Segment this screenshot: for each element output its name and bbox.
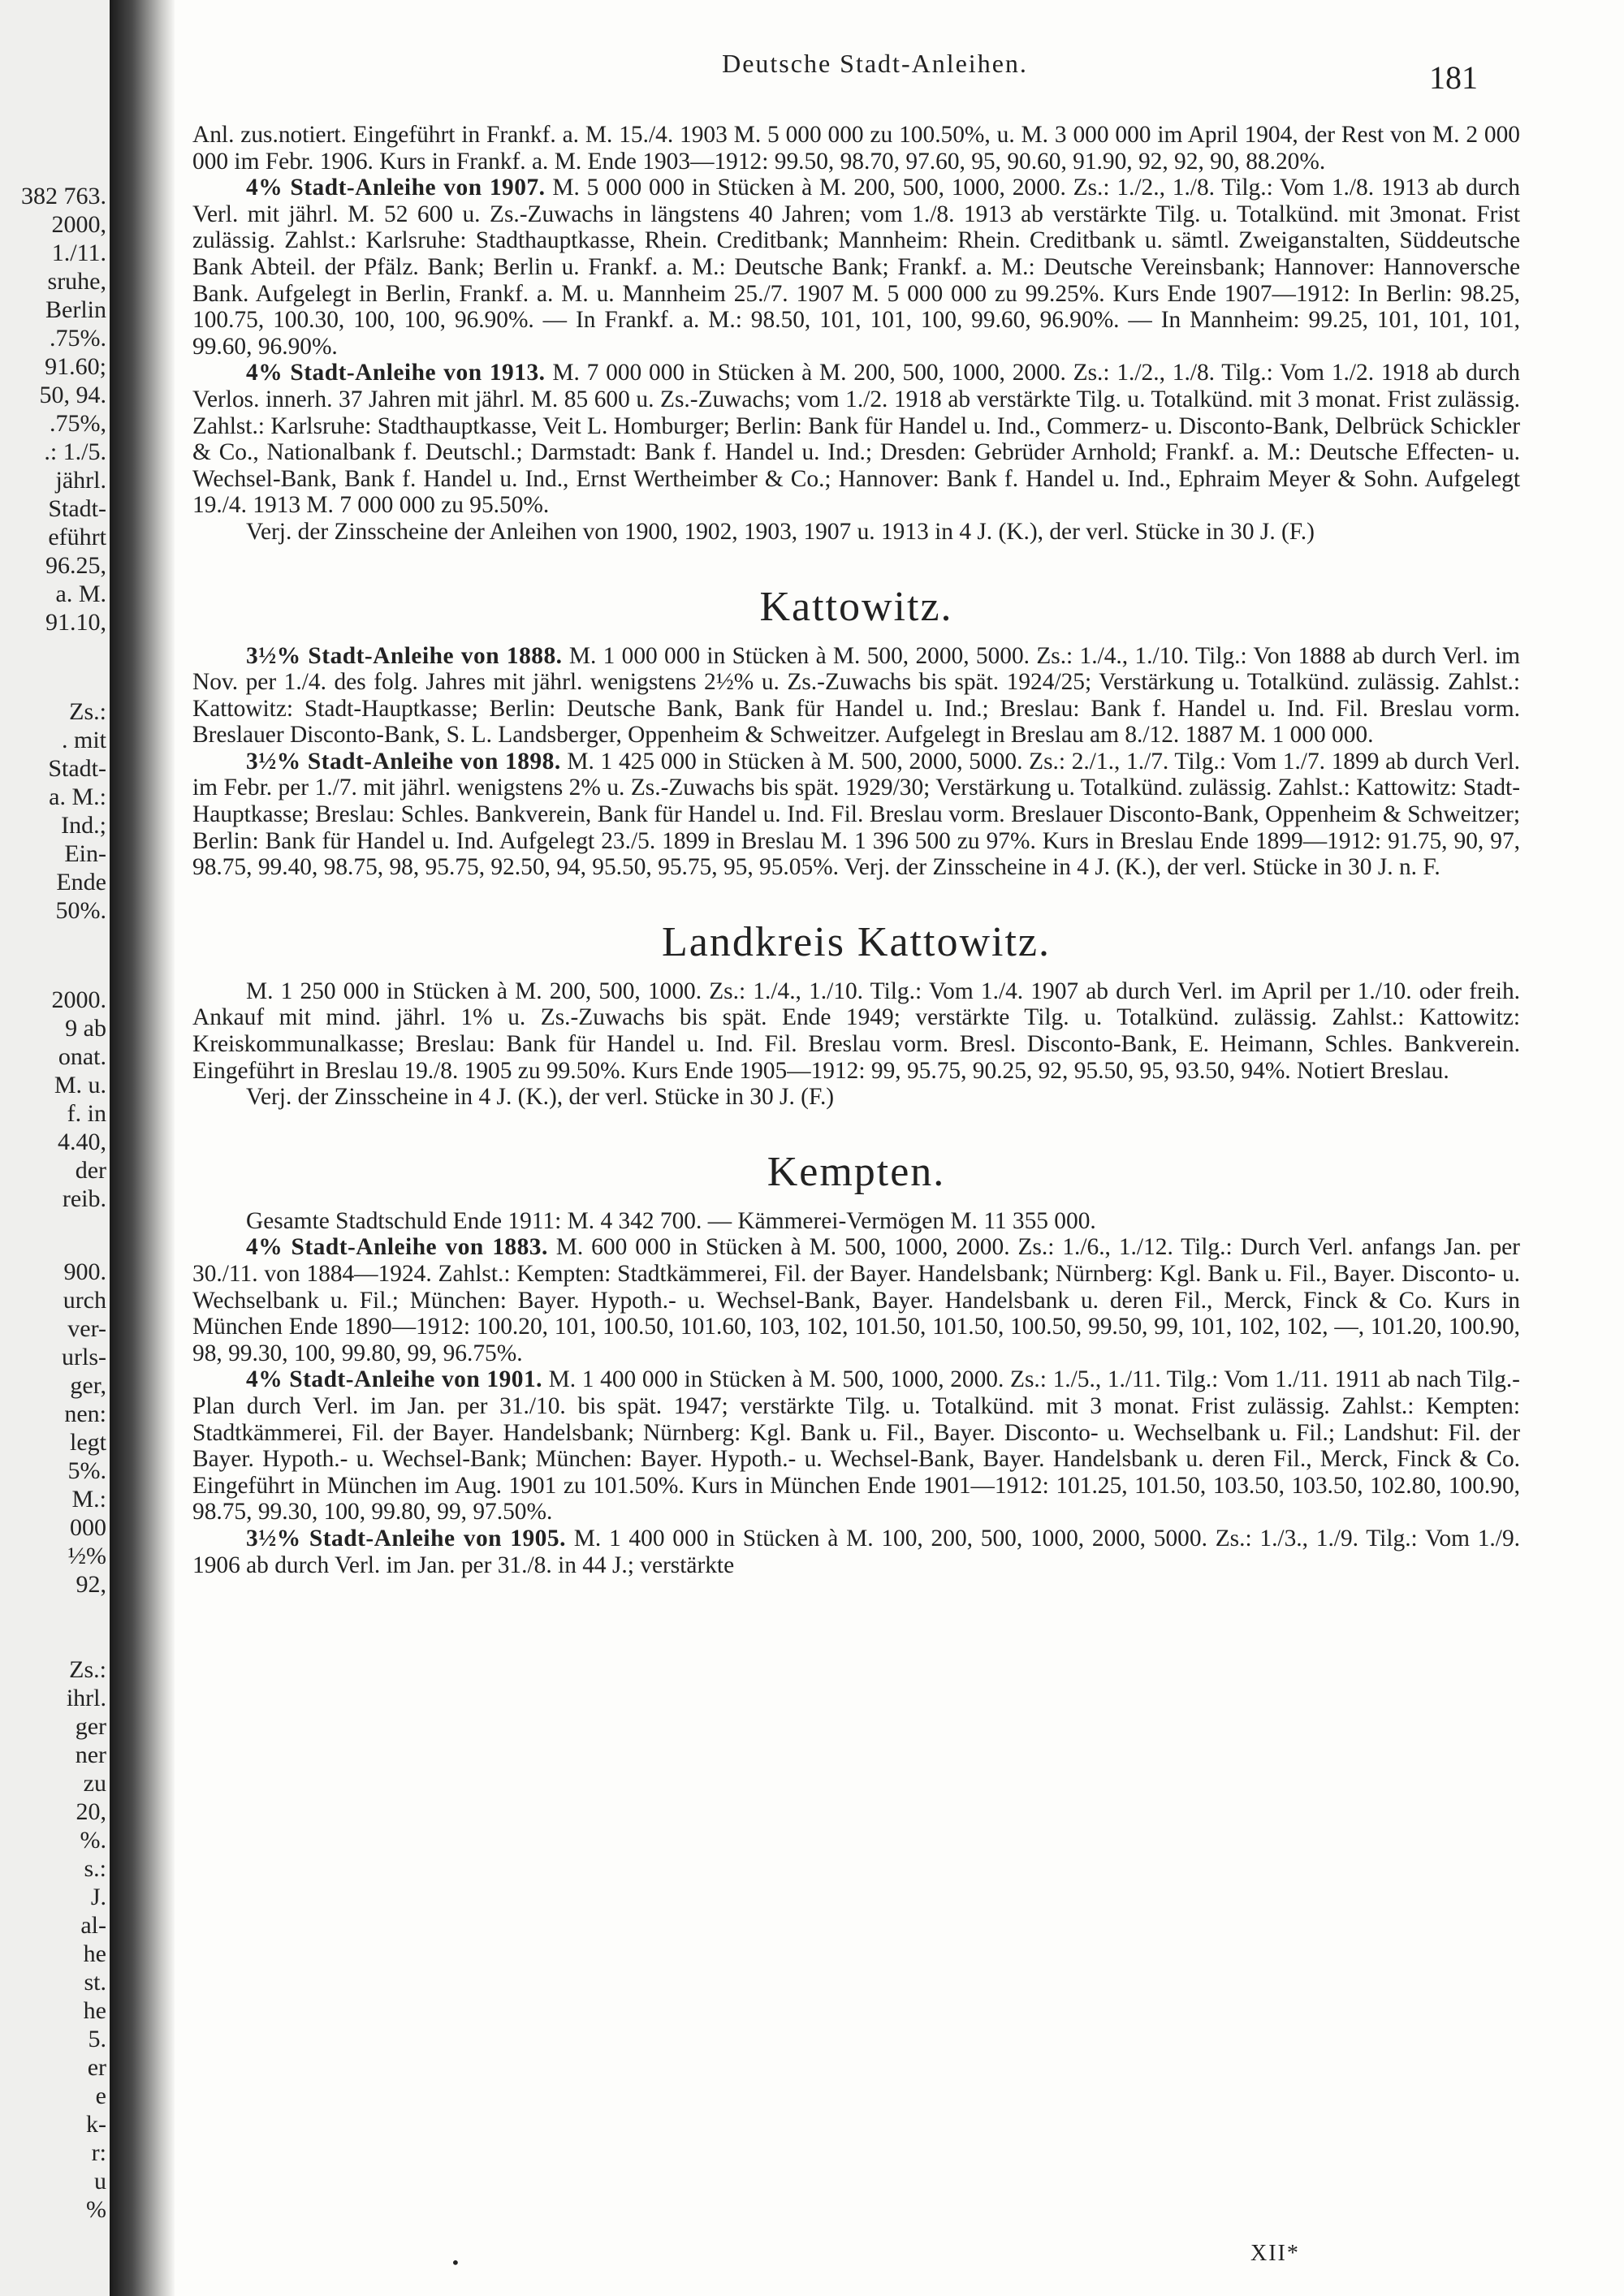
margin-fragment: %. [80,1827,106,1854]
margin-fragment: 2000. [51,986,106,1013]
margin-fragment: 50%. [55,897,106,924]
margin-fragment: . mit [61,727,106,753]
margin-fragment: 900. [63,1258,106,1285]
entry-text: Anl. zus.notiert. Eingeführt in Frankf. a. M. 15./4. 1903 M. 5 000 000 zu 100.50%, u. M. 3 000 000 im April 1904, der Rest von M. 2 000 000 im Febr. 1906. Kurs in Frankf. a. M. Ende 1903—1912: 99.50, 98.70, 97.60, 95, 90.60, 91.90, 92, 92, 90, 88.20%. [192,122,1520,175]
bond-entry [192,978,1520,1084]
scanned-page [175,0,1624,2296]
margin-fragment: 5. [88,2026,106,2052]
entry-text: Verj. der Zinsscheine in 4 J. (K.), der verl. Stücke in 30 J. (F.) [246,1084,835,1111]
entry-text: Gesamte Stadtschuld Ende 1911: M. 4 342 700. — Kämmerei-Vermögen M. 11 355 000. [246,1207,1096,1234]
margin-fragment: 91.60; [45,353,106,380]
margin-fragment: Berlin [45,296,106,323]
margin-fragment: a. M.: [49,783,106,810]
margin-fragment: urls- [62,1344,106,1370]
entry-text: M. 1 000 000 in Stücken à M. 500, 2000, 5000. Zs.: 1./4., 1./10. Tilg.: Von 1888 ab durch Verl. im Nov. per 1./4. des folg. Jahres mit jährl. wenigstens 2½% u. Zs.-Zuwachs bis spät. 1924/25; Verstärkung u. Totalkünd. zulässig. Zahlst.: Kattowitz: Stadt-Hauptkasse; Berlin: Deutsche Bank, Bank für Handel u. Ind.; Breslau: Bank f. Handel u. Ind. Fil. Breslau vorm. Breslauer Disconto-Bank, S. L. Landsberger, Oppenheim & Schweitzer. Aufgelegt in Breslau am 8./12. 1887 M. 1 000 000. [192,642,1520,749]
entry-text: M. 600 000 in Stücken à M. 500, 1000, 2000. Zs.: 1./6., 1./12. Tilg.: Durch Verl. anfangs Jan. per 30./11. von 1884—1924. Zahlst.: Kempten: Stadtkämmerei, Fil. der Bayer. Handelsbank; Nürnberg: Kgl. Bank u. Fil., Bayer. Disconto- u. Wechselbank u. Fil.; München: Bayer. Hypoth.- u. Wechsel-Bank, Bayer. Handelsbank u. deren Fil., Merck, Finck & Co. Kurs in München Ende 1890—1912: 100.20, 101, 100.50, 101.60, 103, 102, 101.50, 101.50, 100.50, 99.50, 99, 101, 102, 102, —, 101.20, 100.90, 98, 99.30, 100, 99.80, 99, 96.75%. [192,1234,1520,1366]
margin-fragment: nen: [64,1400,106,1427]
entry-title: 4% Stadt-Anleihe von 1883. [246,1234,548,1261]
margin-fragment: he [83,1997,106,2024]
bond-entry [192,175,1520,360]
margin-fragment: 4.40, [58,1129,106,1155]
entry-title: 4% Stadt-Anleihe von 1907. [246,175,546,201]
margin-fragment: Zs.: [69,1656,106,1683]
margin-fragment: sruhe, [47,268,106,295]
page-number: 181 [1429,59,1478,96]
signature-mark: XII* [1250,2241,1300,2266]
margin-fragment: ver- [67,1315,106,1342]
entry-text: M. 7 000 000 in Stücken à M. 200, 500, 1000, 2000. Zs.: 1./2., 1./8. Tilg.: Vom 1./2. 1918 ab durch Verlos. innerh. 37 Jahren mit jährl. M. 85 600 u. Zs.-Zuwachs; vom 1./2. 1918 ab verstärkte Tilg. u. Totalkünd. mit 3 monat. Frist zulässig. Zahlst.: Karlsruhe: Stadthauptkasse, Veit L. Homburger; Berlin: Bank für Handel u. Ind., Commerz- u. Disconto-Bank, Delbrück Schickler & Co., Nationalbank f. Deutschl.; Darmstadt: Bank f. Handel u. Ind.; Dresden: Gebrüder Arnhold; Frankf. a. M.: Deutsche Effecten- u. Wechsel-Bank, Bank f. Handel u. Ind., Ernst Wertheimber & Co.; Hannover: Bank f. Handel u. Ind., Ephraim Meyer & Sohn. Aufgelegt 19./4. 1913 M. 7 000 000 zu 95.50%. [192,360,1520,519]
margin-fragment: ger, [70,1372,106,1399]
page-body [192,122,1520,1578]
margin-fragment: 96.25, [45,552,106,579]
city-heading: Kempten. [767,1148,946,1195]
margin-fragment: ner [75,1741,106,1768]
margin-fragment: u [94,2168,106,2195]
previous-page-margin [0,0,110,2296]
bond-entry [192,1084,1520,1111]
margin-fragment: 50, 94. [39,382,106,408]
margin-fragment: er [87,2054,106,2081]
margin-fragment: M.: [71,1486,106,1513]
margin-fragment: al- [80,1912,106,1939]
margin-fragment: Ende [56,869,106,896]
margin-fragment: ½% [67,1543,106,1569]
margin-fragment: onat. [58,1043,106,1070]
entry-text: M. 1 250 000 in Stücken à M. 200, 500, 1000. Zs.: 1./4., 1./10. Tilg.: Vom 1./4. 1907 ab durch Verl. im April per 1./10. oder freih. Ankauf mit mind. jährl. 1% u. Zs.-Zuwachs bis spät. Ende 1949; verstärkte Tilg. u. Totalkünd. zulässig. Zahlst.: Kattowitz: Kreiskommunalkasse; Breslau: Bank für Handel u. Ind. Fil. Breslau vorm. Bresl. Disconto-Bank, E. Heimann, Schles. Bankverein. Eingeführt in Breslau 19./8. 1905 zu 99.50%. Kurs Ende 1905—1912: 99, 95.75, 90.25, 92, 95.50, 95, 93.50, 94%. Notiert Breslau. [192,978,1520,1084]
margin-fragment: 20, [76,1798,106,1825]
margin-fragment: st. [84,1969,106,1996]
margin-fragment: .: 1./5. [44,438,106,465]
footer-dot: • [451,2253,460,2272]
entry-title: 3½% Stadt-Anleihe von 1888. [246,642,563,669]
bond-entry [192,122,1520,175]
book-gutter-shadow [110,0,175,2296]
margin-fragment: zu [83,1770,106,1797]
entry-text: M. 1 400 000 in Stücken à M. 500, 1000, 2000. Zs.: 1./5., 1./11. Tilg.: Vom 1./11. 1911 ab nach Tilg.-Plan durch Verl. im Jan. per 31./10. bis spät. 1947; verstärkte Tilg. u. Totalkünd. mit 3 monat. Frist zulässig. Zahlst.: Kempten: Stadtkämmerei, Fil. der Bayer. Handelsbank; Nürnberg: Kgl. Bank u. Fil., Bayer. Disconto- u. Wechselbank u. Fil.; Landshut: Fil. der Bayer. Hypoth.- u. Wechsel-Bank; München: Bayer. Hypoth.- u. Wechsel-Bank, Bayer. Handelsbank u. deren Fil., Merck, Finck & Co. Eingeführt in München im Aug. 1901 zu 101.50%. Kurs in München Ende 1901—1912: 101.25, 101.50, 103.50, 103.50, 102.80, 100.90, 98.75, 99.30, 100, 99.80, 99, 97.50%. [192,1366,1520,1526]
margin-fragment: 1./11. [51,240,106,266]
bond-entry [192,1366,1520,1526]
entry-text: Verj. der Zinsscheine der Anleihen von 1900, 1902, 1903, 1907 u. 1913 in 4 J. (K.), der verl. Stücke in 30 J. (F.) [246,518,1315,545]
bond-entry [192,360,1520,519]
bond-entry [192,643,1520,749]
margin-fragment: eführt [48,524,106,550]
margin-fragment: Ein- [64,840,106,867]
margin-fragment: 000 [70,1514,106,1541]
bond-entry [192,749,1520,881]
margin-fragment: .75%. [50,325,106,352]
margin-fragment: jährl. [55,467,106,494]
margin-fragment: % [86,2196,106,2223]
margin-fragment: ihrl. [66,1685,106,1711]
margin-fragment: 92, [76,1571,106,1598]
entry-title: 3½% Stadt-Anleihe von 1898. [246,748,561,775]
margin-fragment: J. [90,1884,106,1910]
margin-fragment: 91.10, [45,609,106,636]
margin-fragment: k- [86,2111,106,2138]
entry-text: M. 5 000 000 in Stücken à M. 200, 500, 1000, 2000. Zs.: 1./2., 1./8. Tilg.: Vom 1./8. 1913 ab durch Verl. mit jährl. M. 52 600 u. Zs.-Zuwachs in längstens 40 Jahren; vom 1./8. 1913 ab verstärkte Tilg. u. Totalkünd. mit 3monat. Frist zulässig. Zahlst.: Karlsruhe: Stadthauptkasse, Rhein. Creditbank; Mannheim: Rhein. Creditbank u. sämtl. Zweiganstalten, Süddeutsche Bank Abteil. der Pfälz. Bank; Berlin u. Frankf. a. M.: Deutsche Bank; Frankf. a. M.: Deutsche Vereinsbank; Hannover: Hannoversche Bank. Aufgelegt in Berlin, Frankf. a. M. u. Mannheim 25./7. 1907 M. 5 000 000 zu 99.25%. Kurs Ende 1907—1912: In Berlin: 98.25, 100.75, 100.30, 100, 100, 96.90%. — In Frankf. a. M.: 98.50, 101, 101, 100, 99.60, 96.90%. — In Mannheim: 99.25, 101, 101, 101, 99.60, 96.90%. [192,175,1520,360]
margin-fragment: M. u. [54,1072,106,1098]
margin-fragment: 9 ab [65,1015,106,1042]
margin-fragment: 2000, [51,211,106,238]
margin-fragment: a. M. [55,580,106,607]
entry-title: 4% Stadt-Anleihe von 1913. [246,360,546,386]
bond-entry [192,1208,1520,1235]
city-heading: Landkreis Kattowitz. [662,918,1051,965]
margin-fragment: he [83,1940,106,1967]
bond-entry [192,519,1520,546]
margin-fragment: Ind.; [61,812,106,839]
margin-fragment: Stadt- [48,755,106,782]
margin-fragment: ger [75,1713,106,1740]
entry-text: M. 1 400 000 in Stücken à M. 100, 200, 500, 1000, 2000, 5000. Zs.: 1./3., 1./9. Tilg.: Vom 1./9. 1906 ab durch Verl. im Jan. per 31./8. in 44 J.; verstärkte [192,1525,1520,1578]
margin-fragment: reib. [62,1185,106,1212]
margin-fragment: legt [70,1429,106,1456]
entry-text: M. 1 425 000 in Stücken à M. 500, 2000, 5000. Zs.: 2./1., 1./7. Tilg.: Vom 1./7. 1899 ab durch Verl. im Febr. per 1./7. mit jährl. wenigstens 2% u. Zs.-Zuwachs bis spät. 1929/30; Verstärkung u. Totalkünd. zulässig. Zahlst.: Kattowitz: Stadt-Hauptkasse; Breslau: Schles. Bankverein, Bank für Handel u. Ind. Fil. Breslau vorm. Breslauer Disconto-Bank, Oppenheim & Schweitzer; Berlin: Bank für Handel u. Ind. Aufgelegt 23./5. 1899 in Breslau M. 1 396 500 zu 97%. Kurs in Breslau Ende 1899—1912: 91.75, 90, 97, 98.75, 99.40, 98.75, 98, 95.75, 92.50, 94, 95.50, 95.75, 95, 95.05%. Verj. der Zinsscheine in 4 J. (K.), der verl. Stücke in 30 J. n. F. [192,748,1520,881]
running-head: Deutsche Stadt-Anleihen. [722,49,1028,78]
margin-fragment: 5%. [67,1457,106,1484]
entry-title: 3½% Stadt-Anleihe von 1905. [246,1525,566,1552]
margin-fragment: der [75,1157,106,1184]
entry-title: 4% Stadt-Anleihe von 1901. [246,1366,543,1393]
margin-fragment: .75%, [50,410,106,437]
bond-entry [192,1234,1520,1366]
margin-fragment: Zs.: [69,698,106,725]
margin-fragment: r: [91,2139,106,2166]
margin-fragment: Stadt- [48,495,106,522]
margin-fragment: s.: [84,1855,106,1882]
bond-entry [192,1526,1520,1578]
margin-fragment: f. in [67,1100,106,1127]
city-heading: Kattowitz. [759,583,953,630]
margin-fragment: 382 763. [21,183,106,209]
margin-fragment: urch [63,1287,106,1314]
margin-fragment: e [95,2082,106,2109]
